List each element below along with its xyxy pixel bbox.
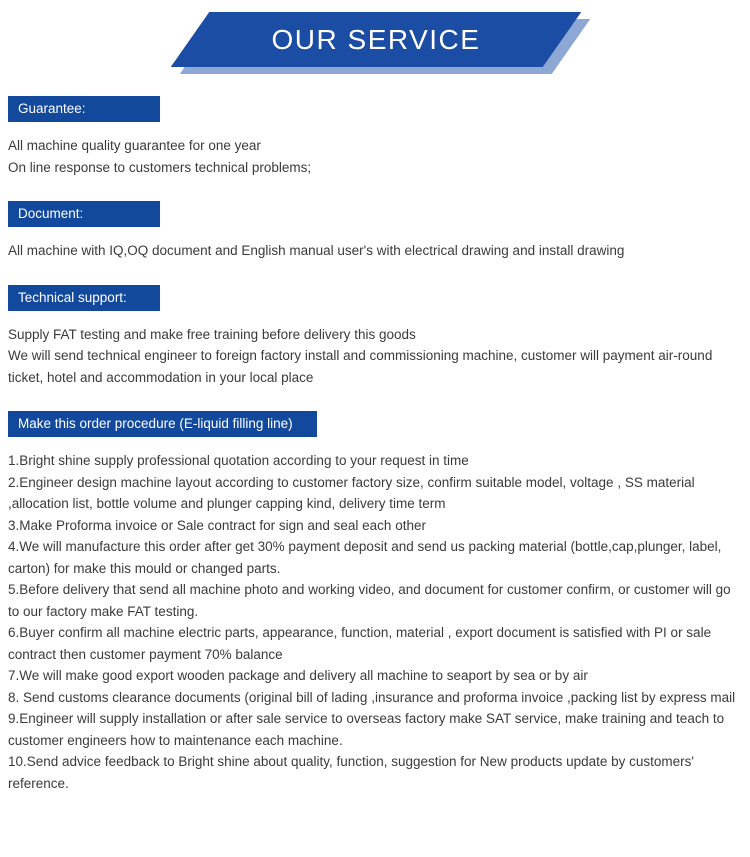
section-paragraph: All machine quality guarantee for one year <box>8 138 261 153</box>
procedure-item: 2.Engineer design machine layout according to customer factory size, confirm suitable model, voltage , SS material ,allocation list, bottle volume and plunger capping kind, delivery time term <box>8 474 695 511</box>
section-heading: Document: <box>8 201 160 227</box>
procedure-item: 7.We will make good export wooden package and delivery all machine to seaport by sea or by air <box>8 668 588 683</box>
section-paragraph: All machine with IQ,OQ document and English manual user's with electrical drawing and install drawing <box>8 243 625 258</box>
section-heading: Technical support: <box>8 285 160 311</box>
page-title: OUR SERVICE <box>271 23 481 55</box>
procedure-item: 10.Send advice feedback to Bright shine about quality, function, suggestion for New products update by customers' reference. <box>8 754 694 791</box>
section-paragraph: Supply FAT testing and make free training before delivery this goods <box>8 326 416 342</box>
procedure-item: 4.We will manufacture this order after get 30% payment deposit and send us packing material (bottle,cap,plunger, label, carton) for make this mould or changed parts. <box>8 539 722 576</box>
procedure-item: 1.Bright shine supply professional quotation according to your request in time <box>8 453 469 468</box>
section-heading: Make this order procedure (E-liquid filling line) <box>8 411 317 437</box>
section-paragraph: On line response to customers technical problems; <box>8 159 312 175</box>
section-paragraph: We will send technical engineer to foreign factory install and commissioning machine, customer will payment air-round ticket, hotel and accommodation in your local place <box>8 348 713 385</box>
service-section-2 <box>8 201 742 262</box>
procedure-item: 5.Before delivery that send all machine photo and working video, and document for customer confirm, or customer will go to our factory make FAT testing. <box>8 582 731 619</box>
service-section-4 <box>8 411 742 794</box>
service-section-3 <box>8 285 742 389</box>
section-heading: Guarantee: <box>8 96 160 122</box>
service-section-1 <box>8 96 742 178</box>
service-sections <box>0 96 750 794</box>
procedure-item: 8. Send customs clearance documents (original bill of lading ,insurance and proforma invoice ,packing list by express mail <box>8 689 736 705</box>
procedure-item: 6.Buyer confirm all machine electric parts, appearance, function, material , export document is satisfied with PI or sale contract then customer payment 70% balance <box>8 625 712 662</box>
procedure-item: 3.Make Proforma invoice or Sale contract for sign and seal each other <box>8 517 426 533</box>
service-banner <box>0 0 750 88</box>
procedure-item: 9.Engineer will supply installation or after sale service to overseas factory make SAT service, make training and teach to customer engineers how to maintenance each machine. <box>8 711 725 748</box>
